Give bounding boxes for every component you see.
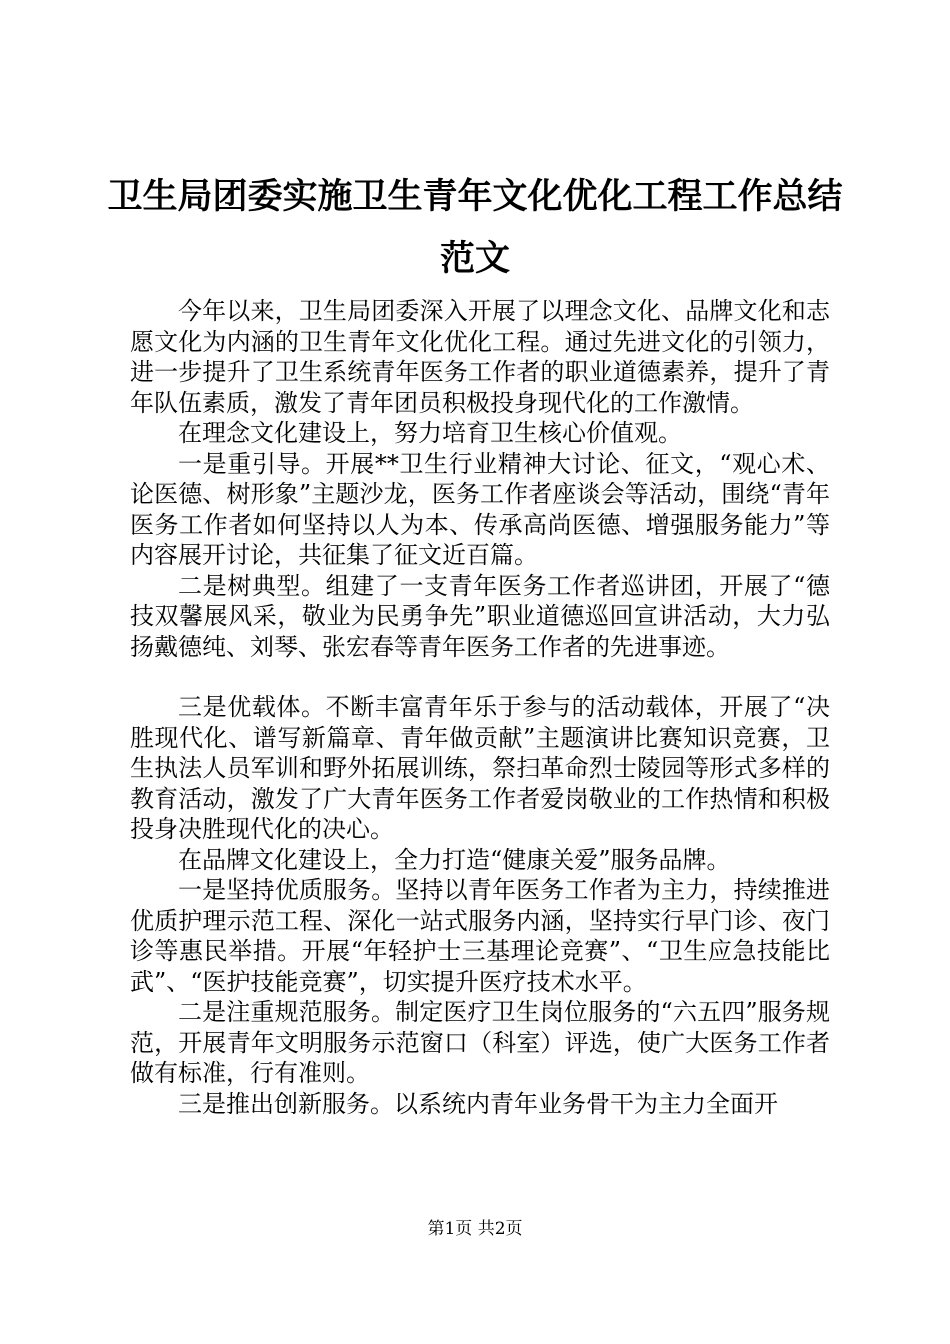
paragraph-role-models: 二是树典型。组建了一支青年医务工作者巡讲团，开展了“德技双馨展风采，敬业为民勇争先”职业道德巡回宣讲活动，大力弘扬戴德纯、刘琴、张宏春等青年医务工作者的先进事迹。 [130,571,830,661]
paragraph-innovative-service: 三是推出创新服务。以系统内青年业务骨干为主力全面开 [178,1089,778,1118]
paragraph-concept-heading: 在理念文化建设上，努力培育卫生核心价值观。 [178,419,682,447]
paragraph-activities: 三是优载体。不断丰富青年乐于参与的活动载体，开展了“决胜现代化、谱写新篇章、青年做贡献”主题演讲比赛知识竞赛，卫生执法人员军训和野外拓展训练，祭扫革命烈士陵园等形式多样的教育活动，激发了广大青年医务工作者爱岗敬业的工作热情和积极投身决胜现代化的决心。 [130,693,830,843]
paragraph-brand-heading: 在品牌文化建设上，全力打造“健康关爱”服务品牌。 [178,845,731,874]
document-title: 卫生局团委实施卫生青年文化优化工程工作总结范文 [107,176,843,279]
paragraph-quality-service: 一是坚持优质服务。坚持以青年医务工作者为主力，持续推进优质护理示范工程、深化一站式服务内涵，坚持实行早门诊、夜门诊等惠民举措。开展“年轻护士三基理论竞赛”、“卫生应急技能比武”、“医护技能竞赛”，切实提升医疗技术水平。 [130,876,830,996]
paragraph-standard-service: 二是注重规范服务。制定医疗卫生岗位服务的“六五四”服务规范，开展青年文明服务示范窗口（科室）评选，使广大医务工作者做有标准，行有准则。 [130,998,830,1087]
paragraph-intro: 今年以来，卫生局团委深入开展了以理念文化、品牌文化和志愿文化为内涵的卫生青年文化优化工程。通过先进文化的引领力，进一步提升了卫生系统青年医务工作者的职业道德素养，提升了青年队伍素质，激发了青年团员积极投身现代化的工作激情。 [130,297,830,417]
document-body [130,296,830,1119]
paragraph-guidance: 一是重引导。开展**卫生行业精神大讨论、征文，“观心术、论医德、树形象”主题沙龙，医务工作者座谈会等活动，围绕“青年医务工作者如何坚持以人为本、传承高尚医德、增强服务能力”等内容展开讨论，共征集了征文近百篇。 [130,449,830,569]
page-number-footer: 第1页 共2页 [427,1219,523,1239]
